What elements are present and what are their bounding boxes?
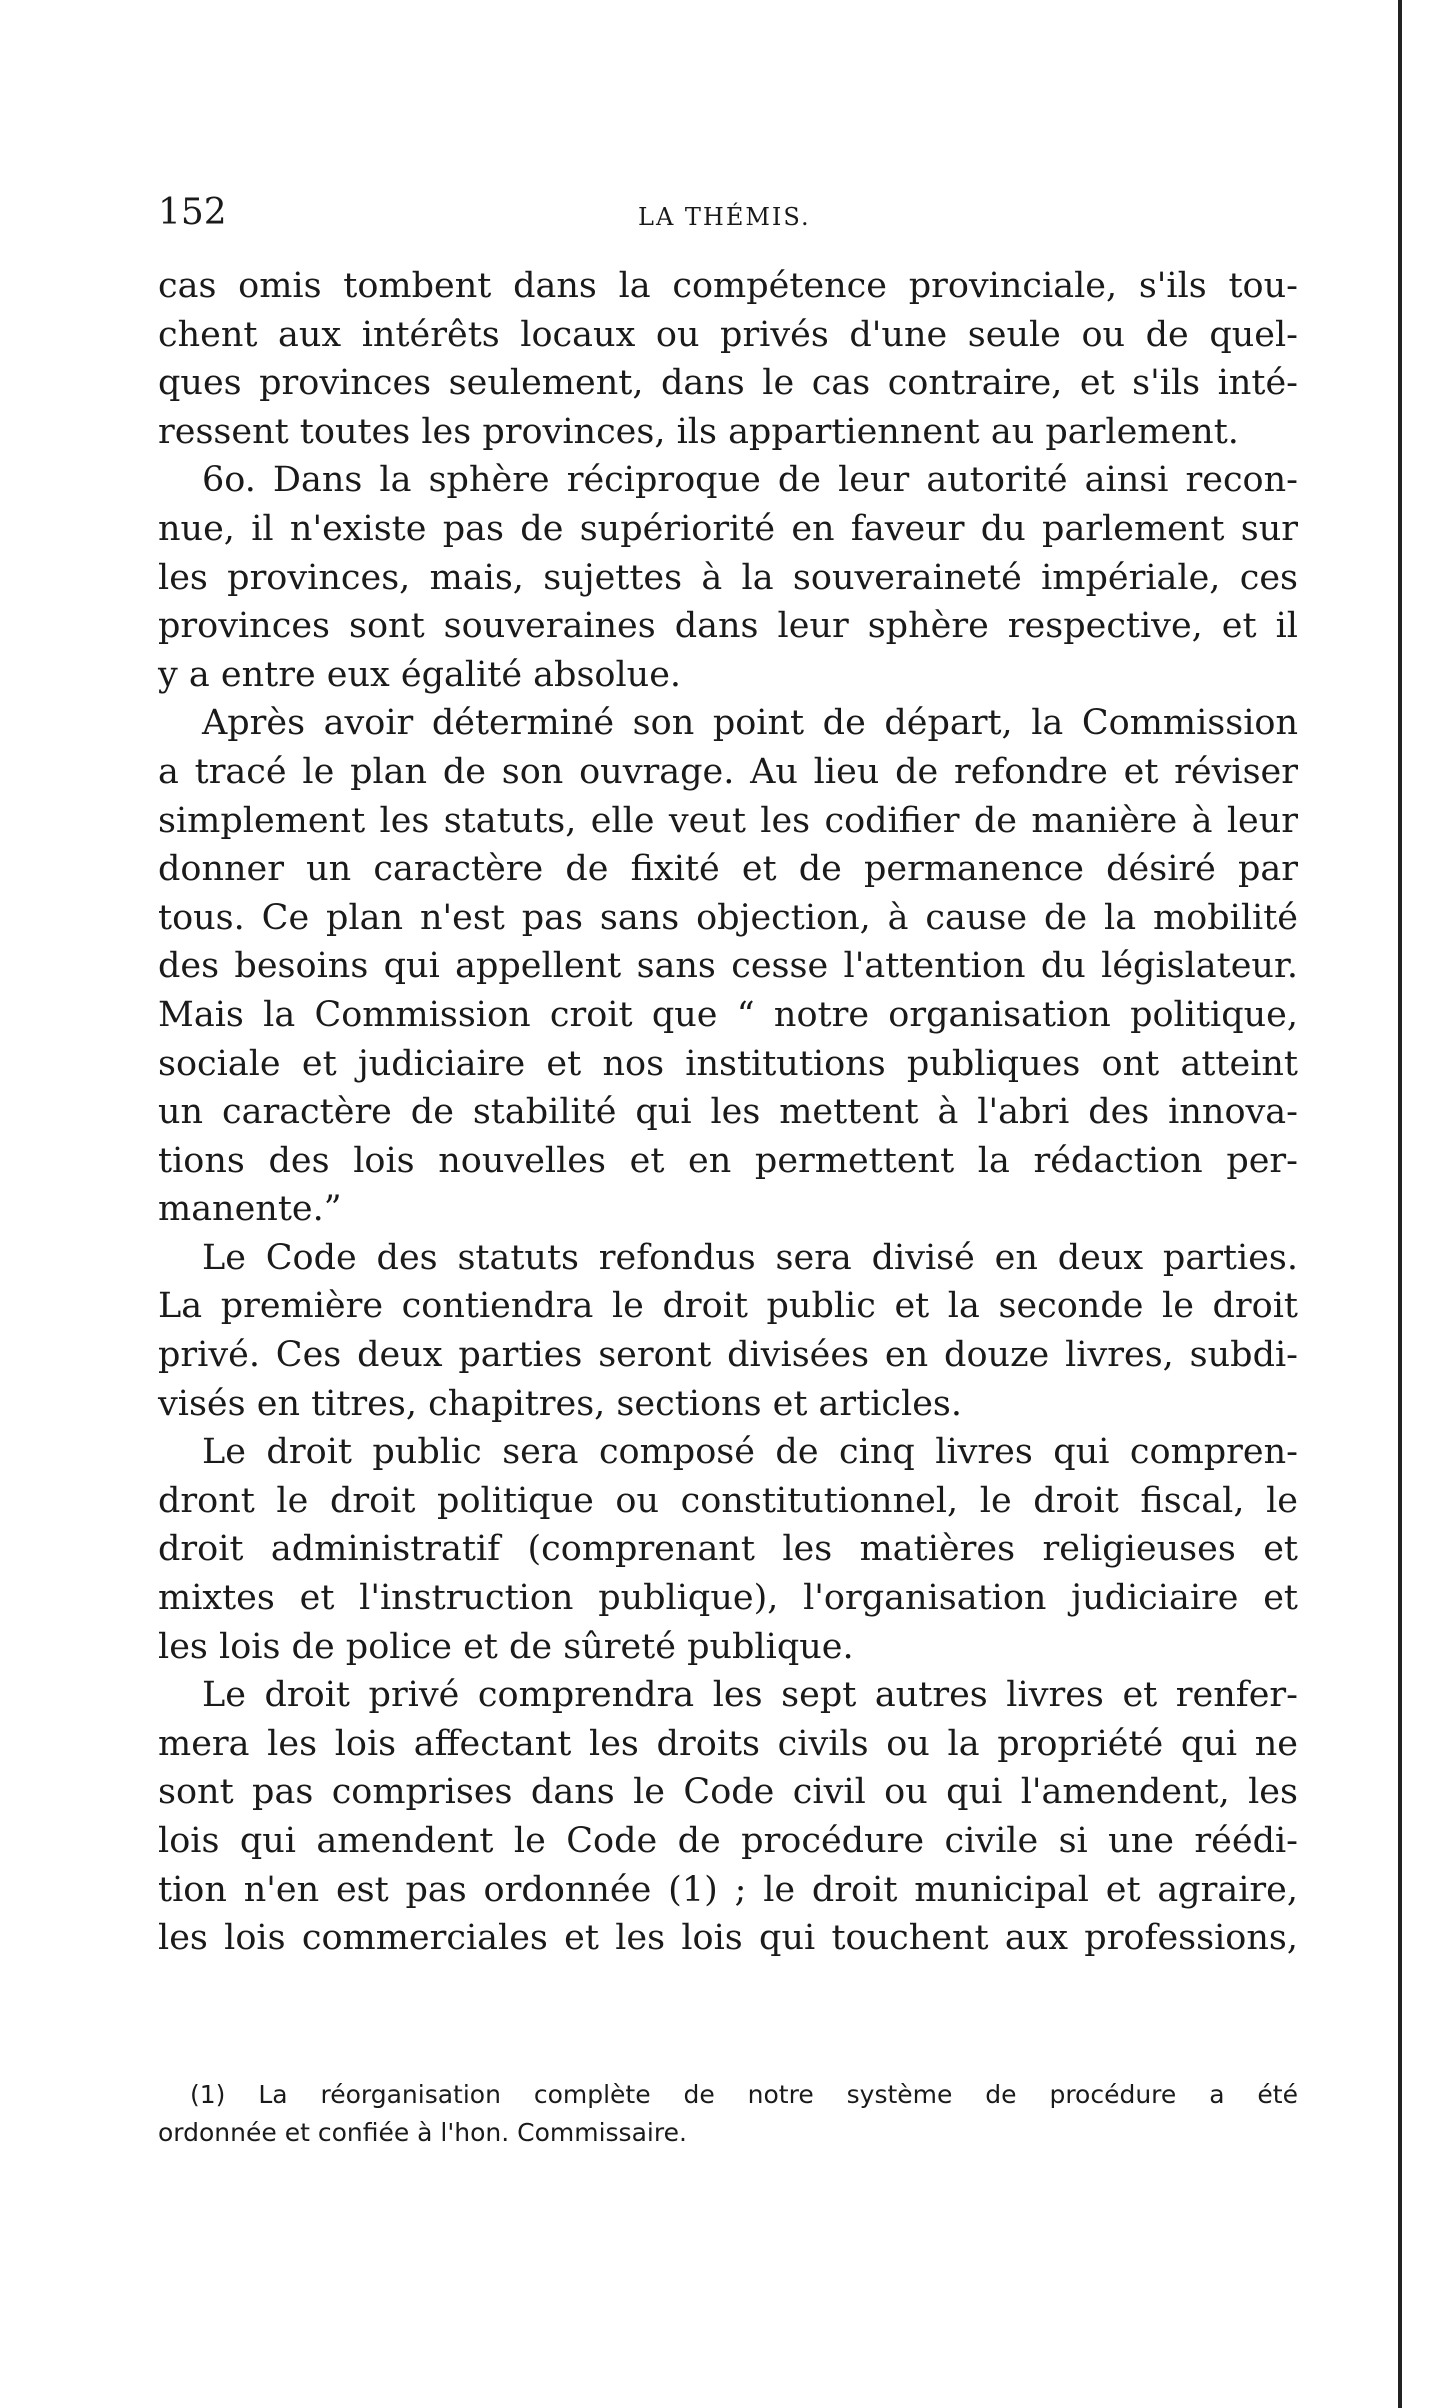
footnote-line: (1) La réorganisation complète de notre système de procédure a été [190, 2080, 1298, 2109]
body-text [158, 262, 1298, 1963]
footnote [158, 2076, 1298, 2152]
text-line: dront le droit politique ou constitutionnel, le droit fiscal, le [158, 1480, 1298, 1521]
text-line: manente.” [158, 1189, 342, 1230]
text-line: Le droit privé comprendra les sept autres livres et renfer- [202, 1675, 1298, 1716]
text-line: sociale et judiciaire et nos institutions publiques ont atteint [158, 1043, 1298, 1084]
text-line: privé. Ces deux parties seront divisées en douze livres, subdi- [158, 1335, 1298, 1376]
text-line: y a entre eux égalité absolue. [158, 654, 682, 695]
text-line: provinces sont souveraines dans leur sphère respective, et il [158, 606, 1298, 647]
text-line: mixtes et l'instruction publique), l'organisation judiciaire et [158, 1578, 1298, 1619]
text-line: ques provinces seulement, dans le cas contraire, et s'ils inté- [158, 363, 1298, 404]
text-line: les lois de police et de sûreté publique. [158, 1626, 854, 1667]
text-line: tous. Ce plan n'est pas sans objection, à cause de la mobilité [158, 897, 1298, 938]
text-line: nue, il n'existe pas de supériorité en faveur du parlement sur [158, 508, 1298, 549]
text-line: donner un caractère de fixité et de permanence désiré par [158, 849, 1298, 890]
text-line: Après avoir déterminé son point de départ, la Commission [202, 703, 1298, 744]
text-line: un caractère de stabilité qui les mettent à l'abri des innova- [158, 1092, 1298, 1133]
text-line: les lois commerciales et les lois qui touchent aux professions, [158, 1918, 1298, 1959]
text-line: mera les lois affectant les droits civils ou la propriété qui ne [158, 1723, 1298, 1764]
page-edge-line [1398, 0, 1402, 2408]
text-line: simplement les statuts, elle veut les codifier de manière à leur [158, 800, 1298, 841]
text-line: Le Code des statuts refondus sera divisé en deux parties. [202, 1237, 1298, 1278]
text-line: sont pas comprises dans le Code civil ou qui l'amendent, les [158, 1772, 1298, 1813]
text-line: a tracé le plan de son ouvrage. Au lieu de refondre et réviser [158, 751, 1298, 792]
text-line: Le droit public sera composé de cinq livres qui compren- [202, 1432, 1298, 1473]
footnote-line: ordonnée et confiée à l'hon. Commissaire. [158, 2118, 687, 2147]
text-line: tions des lois nouvelles et en permettent la rédaction per- [158, 1140, 1298, 1181]
text-line: des besoins qui appellent sans cesse l'attention du législateur. [158, 946, 1298, 987]
text-line: cas omis tombent dans la compétence provinciale, s'ils tou- [158, 266, 1298, 306]
text-line: lois qui amendent le Code de procédure civile si une réédi- [158, 1821, 1298, 1861]
text-line: visés en titres, chapitres, sections et articles. [158, 1383, 963, 1424]
running-title: LA THÉMIS. [638, 203, 811, 231]
text-line: les provinces, mais, sujettes à la souveraineté impériale, ces [158, 557, 1298, 598]
text-line: Mais la Commission croit que “ notre organisation politique, [158, 994, 1298, 1035]
page-number: 152 [158, 192, 227, 233]
text-line: chent aux intérêts locaux ou privés d'une seule ou de quel- [158, 314, 1298, 355]
page-header [158, 188, 1306, 238]
text-line: La première contiendra le droit public et la seconde le droit [158, 1286, 1298, 1327]
text-line: droit administratif (comprenant les matières religieuses et [158, 1529, 1298, 1570]
text-line: 6o. Dans la sphère réciproque de leur autorité ainsi recon- [202, 460, 1298, 501]
text-line: tion n'en est pas ordonnée (1) ; le droit municipal et agraire, [158, 1869, 1298, 1910]
text-line: ressent toutes les provinces, ils appartiennent au parlement. [158, 411, 1239, 452]
